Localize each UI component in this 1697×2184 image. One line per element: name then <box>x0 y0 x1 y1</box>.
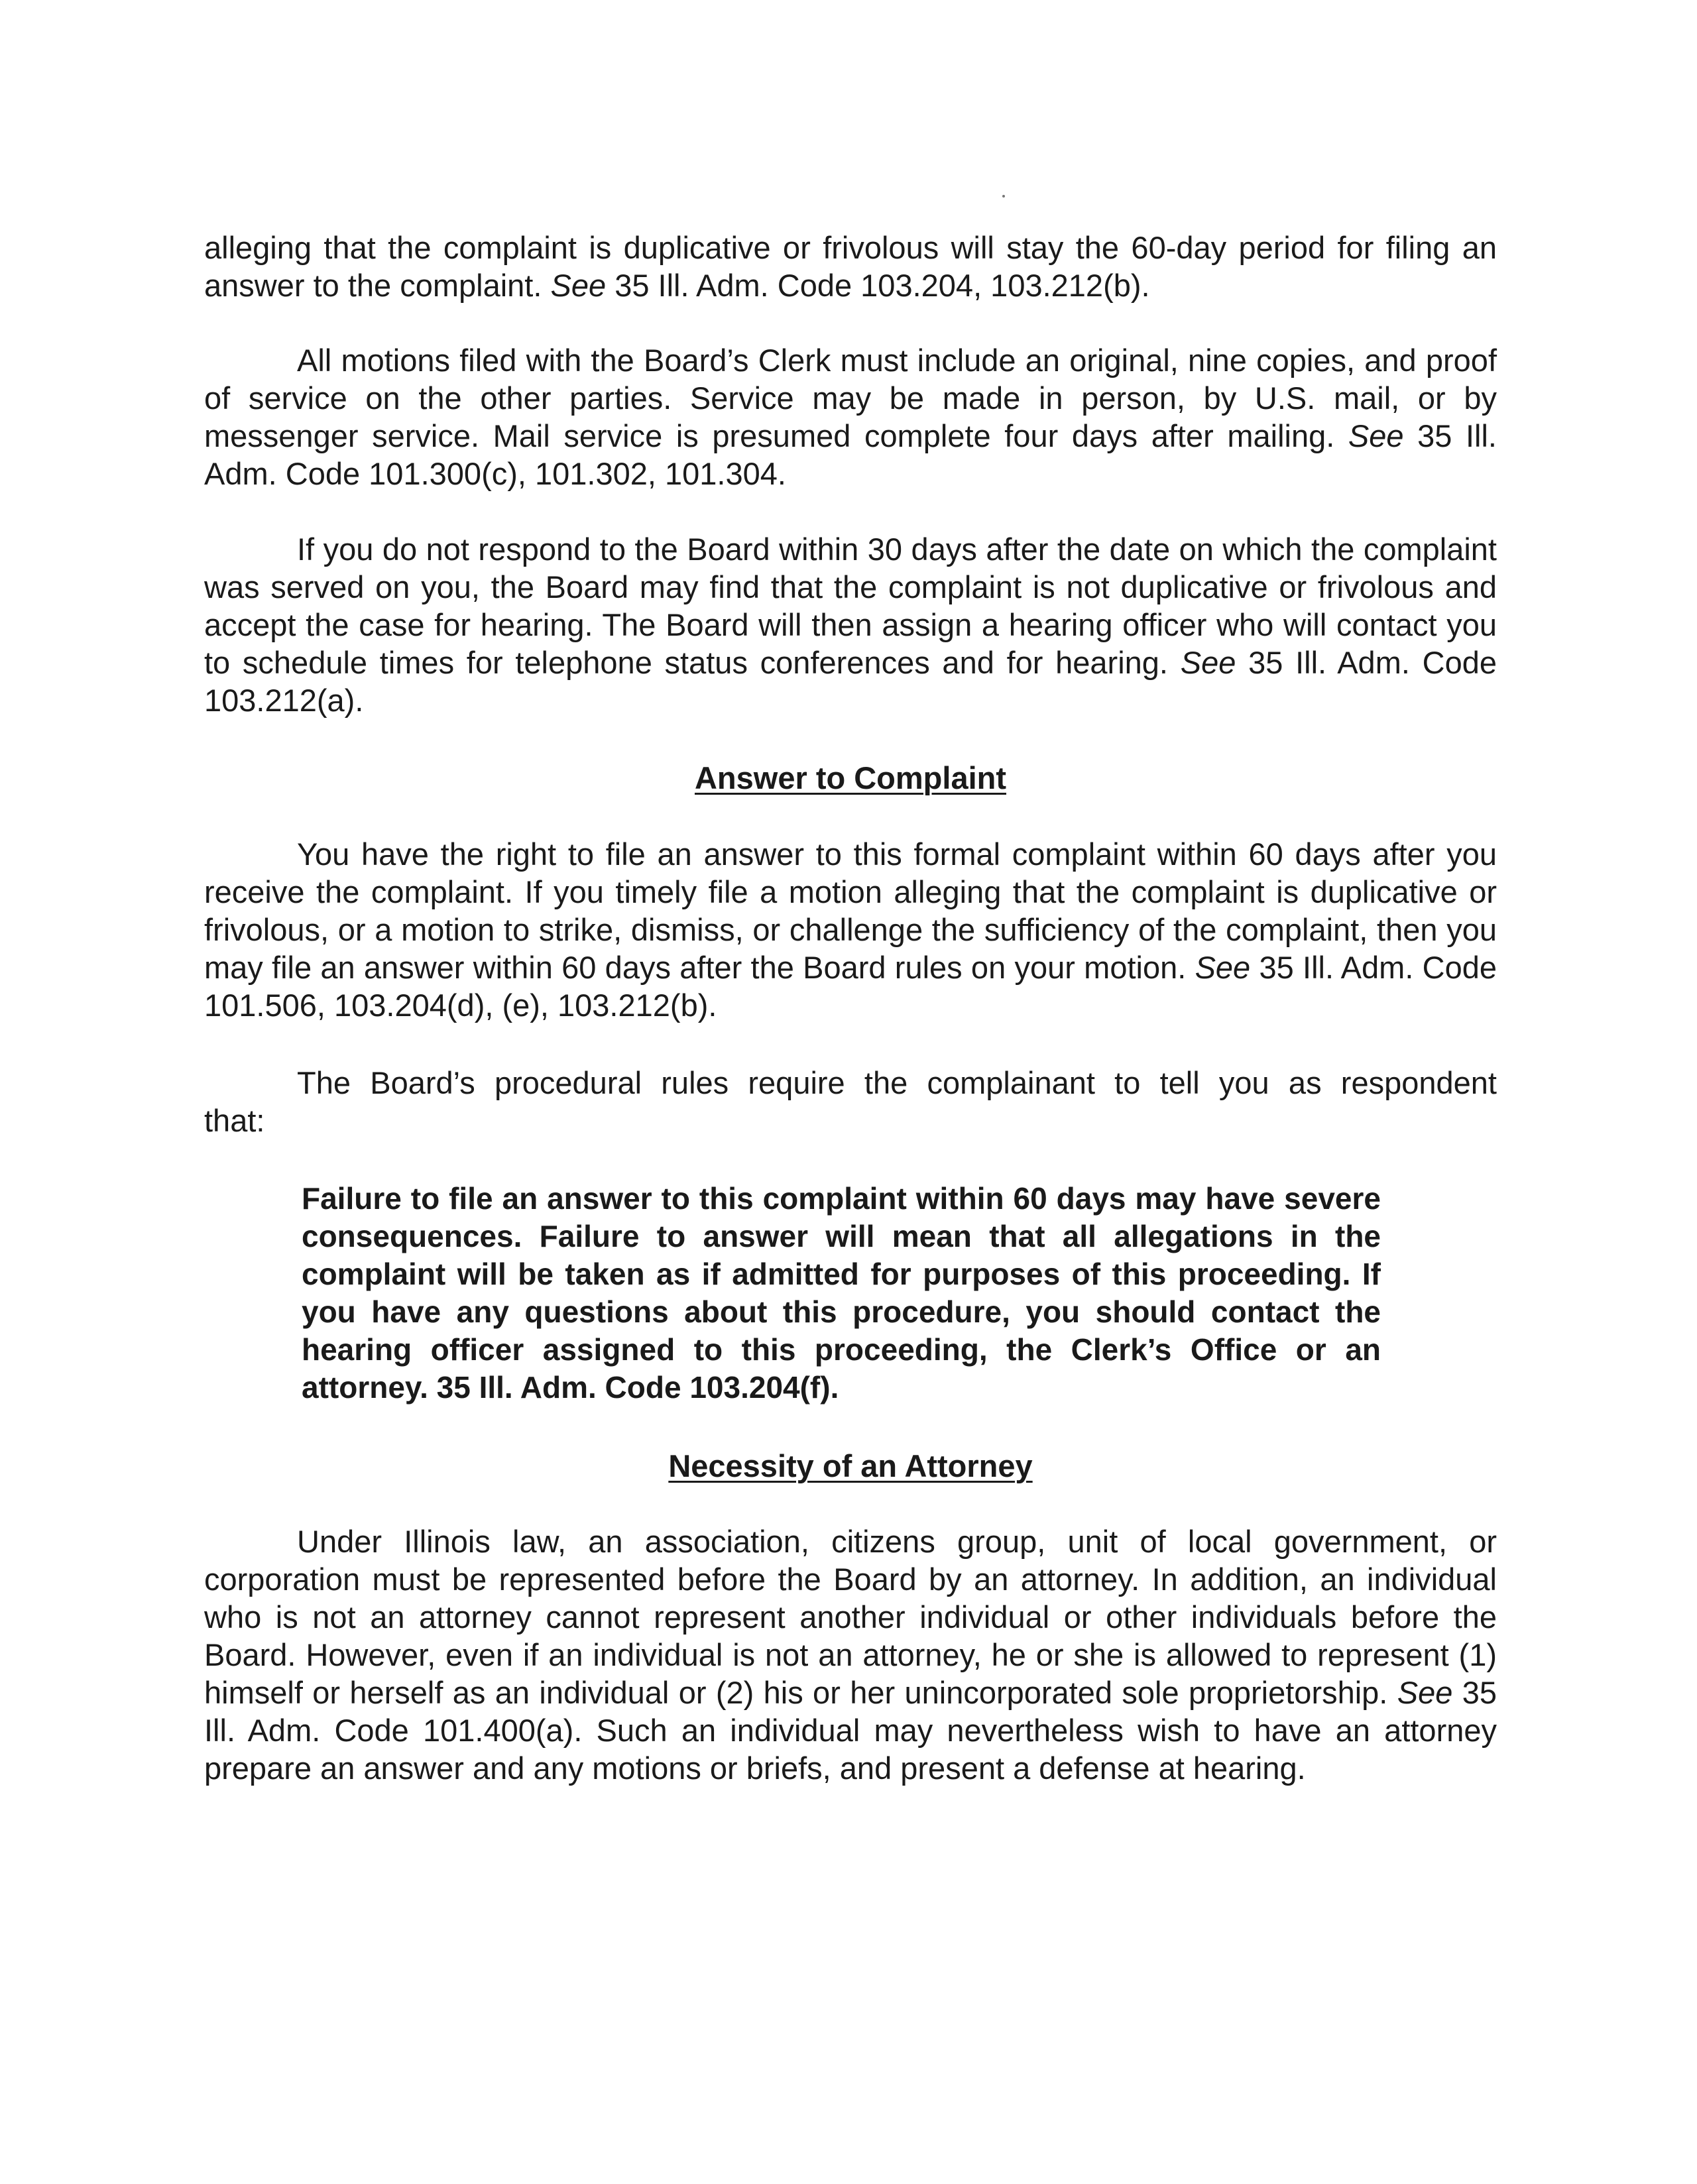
paragraph-text: that: <box>204 1103 265 1138</box>
paragraph-respond-30-days <box>204 530 1497 719</box>
see-citation-signal: See <box>1348 418 1404 453</box>
heading-text: Necessity of an Attorney <box>668 1448 1033 1483</box>
warning-text: Failure to file an answer to this complaint within 60 days may have severe consequences. Failure to answer will mean that all allegations in the complaint will be taken as if admitted for purposes of this proceeding. If you have any questions about this procedure, you should contact the hearing officer assigned to this proceeding, the Clerk’s Office or an attorney. 35 Ill. Adm. Code 103.204(f). <box>302 1181 1381 1405</box>
citation-text: 35 Ill. Adm. Code 101.506, 103.204(d), (e), 103.212(b). <box>204 950 1497 1023</box>
heading-answer-to-complaint <box>204 759 1497 797</box>
heading-necessity-of-attorney <box>204 1447 1497 1485</box>
see-citation-signal: See <box>1195 950 1251 985</box>
paragraph-text: All motions filed with the Board’s Clerk must include an original, nine copies, and proof of service on the other parties. Service may be made in person, by U.S. mail, or by messenger service. Mail service is presumed complete four days after mailing. <box>204 343 1497 453</box>
paragraph-stay-period <box>204 229 1497 304</box>
heading-text: Answer to Complaint <box>694 760 1007 795</box>
citation-text: 35 Ill. Adm. Code 103.212(a). <box>204 645 1497 718</box>
citation-text: 35 Ill. Adm. Code 103.204, 103.212(b). <box>606 268 1150 303</box>
paragraph-procedural-rules-end <box>204 1102 264 1139</box>
paragraph-text: The Board’s procedural rules require the complainant to tell you as respondent <box>297 1065 1497 1100</box>
citation-text: 35 Ill. Adm. Code 101.300(c), 101.302, 101.304. <box>204 418 1497 491</box>
paragraph-motions-filing <box>204 341 1497 492</box>
scan-speck <box>1002 195 1005 198</box>
paragraph-text: You have the right to file an answer to this formal complaint within 60 days after you receive the complaint. If you timely file a motion alleging that the complaint is duplicative or frivolous, or a motion to strike, dismiss, or challenge the sufficiency of the complaint, then you may file an answer within 60 days after the Board rules on your motion. <box>204 836 1497 985</box>
paragraph-text: If you do not respond to the Board within 30 days after the date on which the complaint was served on you, the Board may find that the complaint is not duplicative or frivolous and accept the case for hearing. The Board will then assign a hearing officer who will contact you to schedule times for telephone status conferences and for hearing. <box>204 532 1497 680</box>
paragraph-right-to-answer <box>204 835 1497 1024</box>
paragraph-text: Under Illinois law, an association, citizens group, unit of local government, or corporation must be represented before the Board by an attorney. In addition, an individual who is not an attorney cannot represent another individual or other individuals before the Board. However, even if an individual is not an attorney, he or she is allowed to represent (1) himself or herself as an individual or (2) his or her unincorporated sole proprietorship. <box>204 1524 1497 1710</box>
paragraph-attorney-requirement <box>204 1523 1497 1787</box>
warning-notice <box>302 1180 1381 1407</box>
see-citation-signal: See <box>1180 645 1236 680</box>
citation-text: 35 Ill. Adm. Code 101.400(a). Such an individual may nevertheless wish to have an attorney prepare an answer and any motions or briefs, and present a defense at hearing. <box>204 1675 1497 1786</box>
paragraph-text: alleging that the complaint is duplicative or frivolous will stay the 60-day period for filing an answer to the complaint. <box>204 230 1497 303</box>
paragraph-procedural-rules <box>204 1064 1497 1102</box>
see-citation-signal: See <box>550 268 607 303</box>
see-citation-signal: See <box>1397 1675 1453 1710</box>
